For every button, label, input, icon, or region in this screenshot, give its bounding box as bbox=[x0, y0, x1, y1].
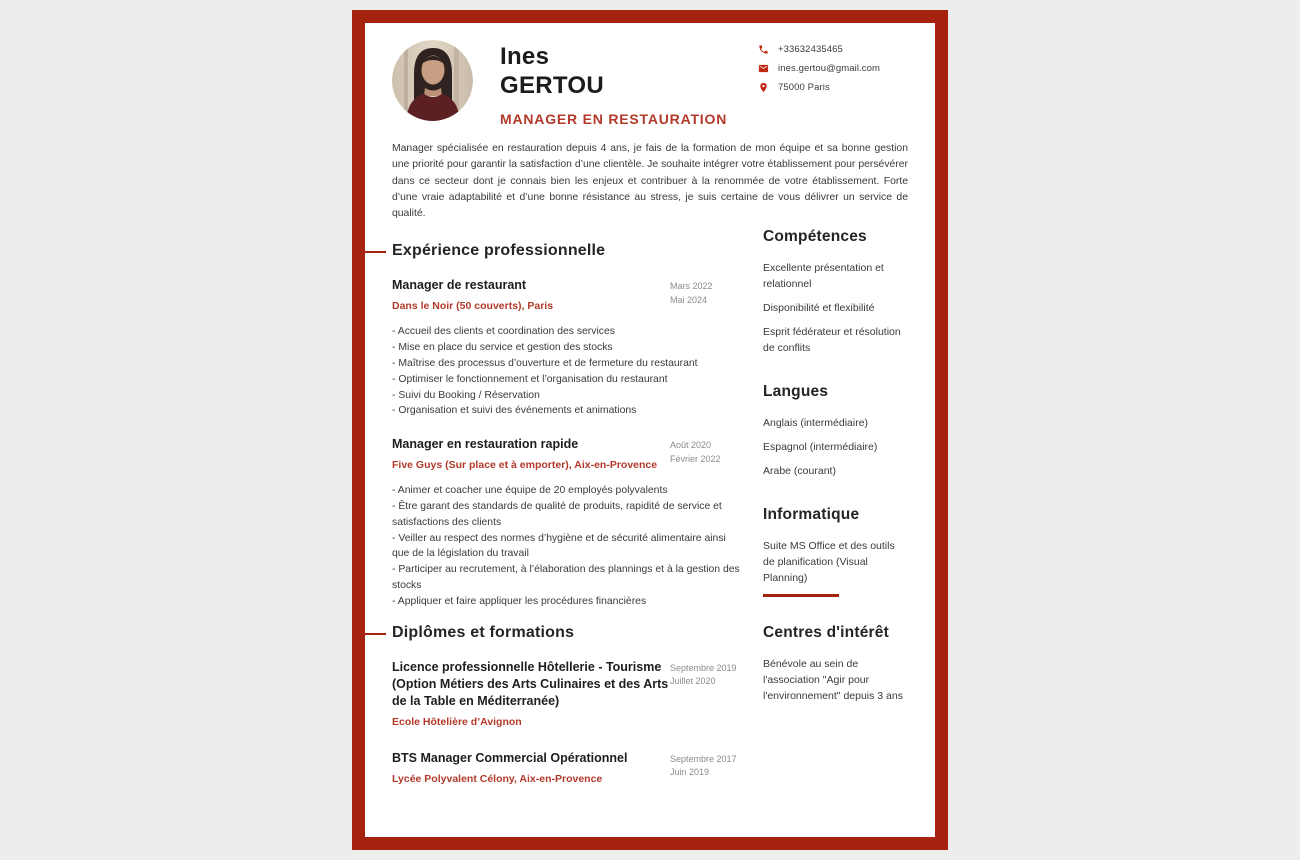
bullet-item: - Accueil des clients et coordination des services bbox=[392, 324, 742, 340]
education-titles bbox=[392, 659, 670, 729]
bullet-item: - Appliquer et faire appliquer les procédures financières bbox=[392, 594, 742, 610]
job-title-header: MANAGER EN RESTAURATION bbox=[500, 111, 728, 127]
languages-list bbox=[763, 415, 908, 479]
profile-summary: Manager spécialisée en restauration depuis 4 ans, je fais de la formation de mon équipe et sa bonne gestion une priorité pour garantir la satisfaction d’une clientèle. Je souhaite intégrer votre établissement pour persévérer dans ce secteur dont je connais bien les enjeux et contribuer à la renommée de votre établissement. Forte d’une vraie adaptabilité et d’une bonne résistance au stress, je suis certaine de vous délivrer un service de qualité. bbox=[392, 143, 908, 220]
language-item: Espagnol (intermédiaire) bbox=[763, 441, 878, 454]
accent-underline bbox=[763, 594, 839, 597]
first-name: Ines bbox=[500, 43, 550, 70]
location-icon bbox=[758, 82, 769, 93]
job-header bbox=[392, 277, 742, 313]
language-item: Arabe (courant) bbox=[763, 465, 836, 478]
bullet-item: - Veiller au respect des normes d’hygiène et de sécurité alimentaire ainsi que de la législation du travail bbox=[392, 531, 742, 563]
email-icon bbox=[758, 63, 769, 74]
interests-list bbox=[763, 656, 908, 704]
job-entry bbox=[392, 436, 742, 609]
job-dates bbox=[670, 436, 742, 472]
school-name: Lycée Polyvalent Célony, Aix-en-Provence bbox=[392, 772, 603, 785]
job-title: Manager de restaurant bbox=[392, 278, 527, 293]
it-item: Suite MS Office et des outils de planification (Visual Planning) bbox=[763, 540, 895, 585]
contact-location bbox=[758, 82, 908, 93]
degree-title: BTS Manager Commercial Opérationnel bbox=[392, 750, 628, 765]
education-titles bbox=[392, 750, 670, 786]
location-text: 75000 Paris bbox=[778, 82, 830, 93]
it-heading: Informatique bbox=[763, 506, 860, 524]
education-list bbox=[392, 659, 742, 786]
skill-item: Esprit fédérateur et résolution de conflits bbox=[763, 326, 901, 355]
education-entry bbox=[392, 659, 742, 729]
contact-phone bbox=[758, 44, 908, 55]
interests-section bbox=[763, 624, 908, 704]
interest-item: Bénévole au sein de l'association "Agir pour l'environnement" depuis 3 ans bbox=[763, 658, 903, 703]
date-end: Février 2022 bbox=[670, 453, 721, 464]
bullet-item: - Organisation et suivi des événements et animations bbox=[392, 403, 742, 419]
interests-heading: Centres d'intérêt bbox=[763, 624, 889, 642]
resume-header bbox=[392, 40, 908, 127]
bullet-item: - Optimiser le fonctionnement et l’organisation du restaurant bbox=[392, 372, 742, 388]
phone-icon bbox=[758, 44, 769, 55]
it-section bbox=[763, 506, 908, 597]
skill-item: Excellente présentation et relationnel bbox=[763, 262, 884, 291]
date-end: Juin 2019 bbox=[670, 767, 710, 778]
date-start: Septembre 2019 bbox=[670, 662, 737, 673]
job-bullets bbox=[392, 324, 742, 419]
skill-item: Disponibilité et flexibilité bbox=[763, 302, 875, 315]
bullet-item: - Maîtrise des processus d’ouverture et de fermeture du restaurant bbox=[392, 356, 742, 372]
section-experience bbox=[392, 242, 742, 609]
job-bullets bbox=[392, 483, 742, 609]
it-list bbox=[763, 538, 908, 586]
bullet-item: - Participer au recrutement, à l’élaboration des plannings et à la gestion des stocks bbox=[392, 562, 742, 594]
resume-page bbox=[365, 23, 935, 837]
job-title: Manager en restauration rapide bbox=[392, 437, 579, 452]
date-start: Août 2020 bbox=[670, 440, 712, 451]
languages-heading: Langues bbox=[763, 383, 829, 401]
date-end: Mai 2024 bbox=[670, 294, 708, 305]
bullet-item: - Mise en place du service et gestion des stocks bbox=[392, 340, 742, 356]
sidebar bbox=[763, 228, 908, 785]
date-start: Mars 2022 bbox=[670, 281, 713, 292]
section-dash bbox=[365, 633, 386, 635]
bullet-item: - Être garant des standards de qualité de produits, rapidité de service et satisfactions des clients bbox=[392, 499, 742, 531]
job-company: Five Guys (Sur place et à emporter), Aix-en-Provence bbox=[392, 459, 658, 472]
date-end: Juillet 2020 bbox=[670, 676, 716, 687]
education-dates bbox=[670, 750, 742, 786]
bullet-item: - Animer et coacher une équipe de 20 employés polyvalents bbox=[392, 483, 742, 499]
content-columns bbox=[392, 228, 908, 785]
phone-number: +33632435465 bbox=[778, 44, 843, 55]
resume-document bbox=[352, 10, 948, 850]
job-titles bbox=[392, 277, 670, 313]
experience-heading: Expérience professionnelle bbox=[392, 242, 742, 260]
contact-block bbox=[758, 40, 908, 127]
section-education bbox=[392, 624, 742, 786]
education-header bbox=[392, 659, 742, 729]
profile-photo bbox=[392, 40, 473, 121]
bullet-item: - Suivi du Booking / Réservation bbox=[392, 388, 742, 404]
main-column bbox=[392, 228, 742, 785]
job-header bbox=[392, 436, 742, 472]
education-header bbox=[392, 750, 742, 786]
date-start: Septembre 2017 bbox=[670, 753, 737, 764]
school-name: Ecole Hôtelière d’Avignon bbox=[392, 715, 522, 728]
skills-section bbox=[763, 228, 908, 356]
languages-section bbox=[763, 383, 908, 479]
last-name: GERTOU bbox=[500, 72, 605, 99]
skills-heading: Compétences bbox=[763, 228, 867, 246]
language-item: Anglais (intermédiaire) bbox=[763, 417, 869, 430]
education-heading: Diplômes et formations bbox=[392, 624, 742, 642]
degree-title: Licence professionnelle Hôtellerie - Tourisme (Option Métiers des Arts Culinaires et des Arts de la Table en Méditerranée) bbox=[392, 659, 669, 708]
job-dates bbox=[670, 277, 742, 313]
name-block bbox=[500, 40, 758, 127]
skills-list bbox=[763, 260, 908, 356]
education-dates bbox=[670, 659, 742, 729]
email-address: ines.gertou@gmail.com bbox=[778, 63, 881, 74]
job-entry bbox=[392, 277, 742, 419]
job-titles bbox=[392, 436, 670, 472]
section-dash bbox=[365, 251, 386, 253]
experience-list bbox=[392, 277, 742, 609]
education-entry bbox=[392, 750, 742, 786]
job-company: Dans le Noir (50 couverts), Paris bbox=[392, 300, 554, 313]
contact-email bbox=[758, 63, 908, 74]
